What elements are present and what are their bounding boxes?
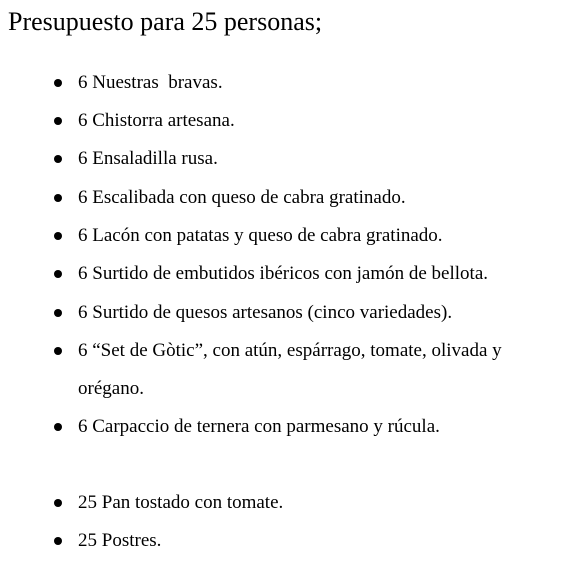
bullet-icon (54, 423, 62, 431)
bullet-icon (54, 155, 62, 163)
list-item-text: 6 Escalibada con queso de cabra gratinado. (78, 187, 406, 208)
list-item-text: 6 Chistorra artesana. (78, 110, 235, 131)
list-item-text: 6 Carpaccio de ternera con parmesano y rúcula. (78, 416, 440, 437)
bullet-icon (54, 232, 62, 240)
bullet-icon (54, 537, 62, 545)
bullet-icon (54, 499, 62, 507)
bullet-icon (54, 347, 62, 355)
list-item-text: 6 Surtido de quesos artesanos (cinco variedades). (78, 302, 453, 323)
list-item-text: 25 Postres. (78, 530, 162, 551)
bullet-icon (54, 117, 62, 125)
list-item-text: 6 Surtido de embutidos ibéricos con jamón de bellota. (78, 263, 489, 284)
page-title: Presupuesto para 25 personas; (8, 7, 323, 36)
list-item-text: 6 Ensaladilla rusa. (78, 148, 218, 169)
list-item-text: 25 Pan tostado con tomate. (78, 492, 284, 513)
list-item-text: 6 “Set de Gòtic”, con atún, espárrago, tomate, olivada y orégano. (78, 340, 507, 399)
list-item-text: 6 Lacón con patatas y queso de cabra gratinado. (78, 225, 443, 246)
bullet-icon (54, 270, 62, 278)
bullet-icon (54, 309, 62, 317)
list-item-text: 6 Nuestras bravas. (78, 72, 223, 93)
bullet-icon (54, 79, 62, 87)
bullet-icon (54, 194, 62, 202)
